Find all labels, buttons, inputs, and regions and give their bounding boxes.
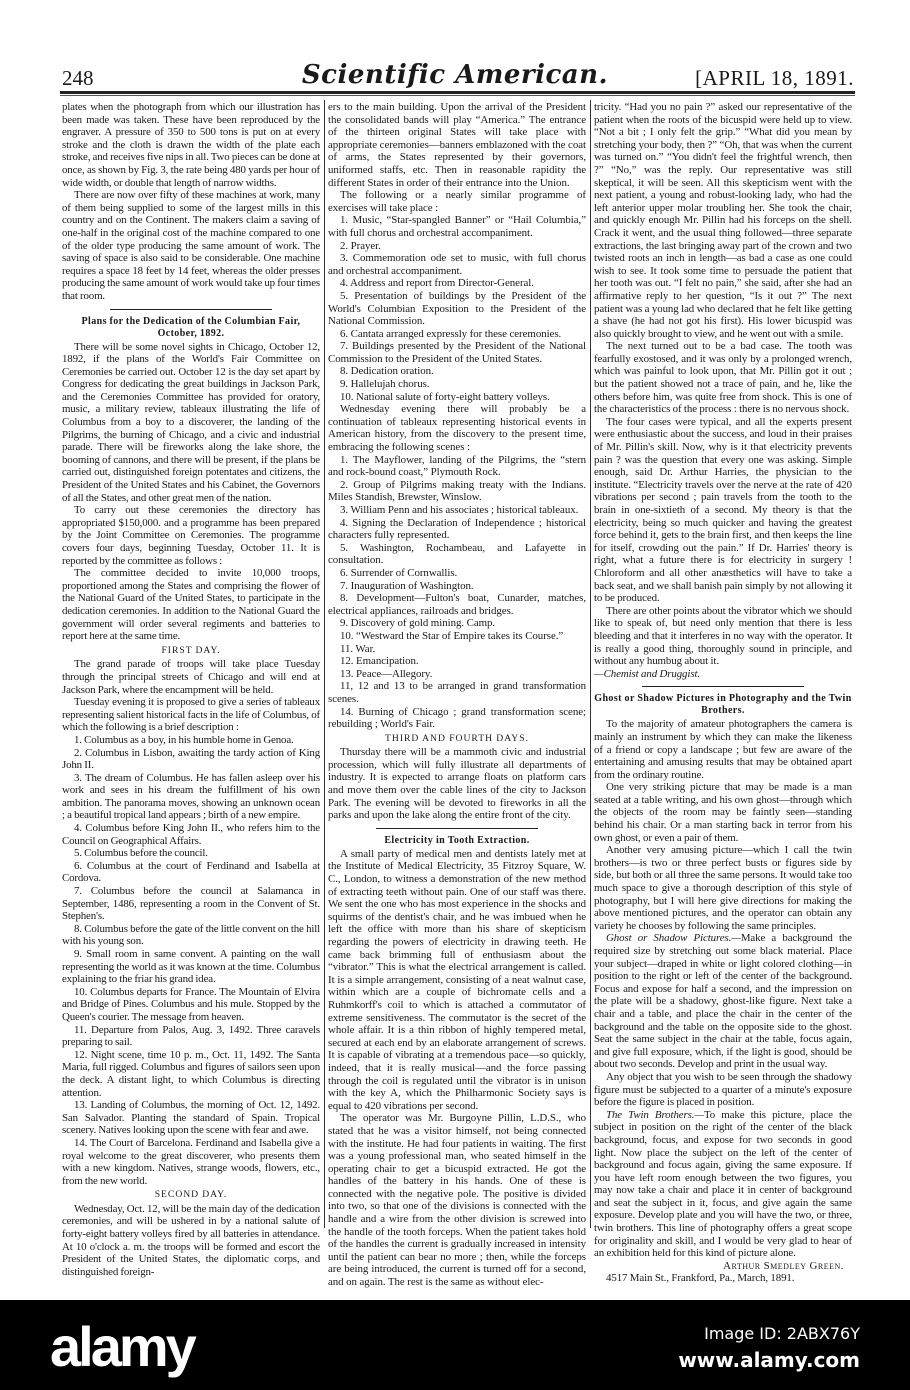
paragraph: plates when the photograph from which our illustration has been made was taken. These have been reproduced by the engraver. A pressure of 350 to 500 tons is put on at every stroke and the cloth is drawn the width of the plate each stroke, and receives five nips in all. Two pieces can be done at once, as shown by Fig. 3, the rate being 480 yards per hour of wide width, or double that length of narrow widths. [62,101,321,189]
header-rule [60,91,855,94]
list-item: 9. Small room in same convent. A painting on the wall representing the world as it was known at the time. Columbus explaining to the friar his grand idea. [62,948,320,986]
paragraph [594,932,852,1071]
column-divider [324,100,325,1228]
source-credit: —Chemist and Druggist. [594,667,701,680]
list-item: 14. The Court of Barcelona. Ferdinand and Isabella give a royal welcome to the great discoverer, who presents them with a new kingdom. Natives, strange woods, flowers, etc., from the new world. [62,1136,320,1187]
list-item: 12. Emancipation. [340,655,419,668]
author-signature: Arthur Smedley Green. [723,1259,844,1272]
list-item: 12. Night scene, time 10 p. m., Oct. 11, 1492. The Santa Maria, full rigged. Columbus and figures of sailors seen upon the deck. A distant light, to which Columbus is directing attention. [62,1048,320,1099]
list-item: 6. Surrender of Cornwallis. [340,566,458,579]
watermark-footer [0,1300,910,1390]
list-item: 4. Address and report from Director-General. [340,277,534,290]
list-item: 11. Departure from Palos, Aug. 3, 1492. Three caravels preparing to sail. [62,1023,320,1049]
paragraph: Wednesday, Oct. 12, will be the main day of the dedication ceremonies, and will be ushered in by a national salute of forty-eight battery volleys fired by all batteries in attendance. At 10 o'clock a. m. the troops will be formed and escort the President of the United States, the diplomatic corps, and distinguished foreign- [62,1202,320,1278]
column-1 [62,101,320,1278]
list-item: 2. Columbus in Lisbon, awaiting the tardy action of King John II. [62,746,320,772]
issue-date: [APRIL 18, 1891. [695,66,854,90]
section-divider [62,305,320,314]
list-item: 3. The dream of Columbus. He has fallen asleep over his work and sees in his dream the fulfillment of his own ambition. The panorama moves, showing an unknown ocean ; a beautiful tropical land appears ; birth of a new empire. [62,771,320,822]
list-item: 3. Commemoration ode set to music, with full chorus and orchestral accompaniment. [328,252,586,277]
list-item: 10. “Westward the Star of Empire takes its Course.” [340,629,564,642]
article-headline: Ghost or Shadow Pictures in Photography and the Twin Brothers. [594,693,852,717]
list-item: 1. The Mayflower, landing of the Pilgrims, the “stern and rock-bound coast,” Plymouth Rock. [328,453,586,479]
list-item: 1. Music, “Star-spangled Banner” or “Hail Columbia,” with full chorus and orchestral accompaniment. [328,214,586,239]
header-rule-thin [60,95,855,96]
paragraph: The operator was Mr. Burgoyne Pillin, L.D.S., who stated that he was a visitor himself, not being connected with the institute. He had four patients in waiting. The first was a young professional man, who seated himself in the operating chair to get a bicuspid extracted. He got the handles of the battery in his hands. One of these is connected with the negative pole. The positive is divided into two, so that one of the divisions is connected with the handle and a wire from the other division is screwed into the handle of the tooth forceps. When the patient takes hold of the handles the current is gradually increased in intensity until the patient can bear no more ; then, while the forceps are being introduced, the current is turned off for a second, and on again. The rest is the same as without elec- [328,1112,586,1289]
list-item: 8. Dedication oration. [340,365,434,378]
column-divider [590,100,591,1228]
list-item: 9. Hallelujah chorus. [340,378,430,391]
paragraph: A small party of medical men and dentists lately met at the Institute of Medical Electricity, 35 Fitzroy Square, W. C., London, to witness a demonstration of the new method of extracting teeth without pain. One of our staff was there. We sent the one who has most experience in the shocks and squirms of the dentist's chair, and he was imbued when he left the office with more than his share of skepticism regarding the powers of electricity in drawing teeth. He came back brimming full of enthusiasm about the “vibrator.” This is what the electrical arrangement is called. It is a simple arrangement, consisting of a neat walnut case, within which are a couple of bichromate cells and a Ruhmkorff's coil to which is attached a commutator of extreme sensitiveness. The commutator is the secret of the whole affair. It is a thin ribbon of highly tempered metal, secured at each end by an elaborate arrangement of screws. It is capable of vibrating at a tremendous pace—so quickly, indeed, that it is really musical—and the force passing through the coil is regulated until the vibrator is in unison with the key A, which the Philharmonic Society says is equal to 420 vibrations per second. [328,847,586,1112]
article-headline: Plans for the Dedication of the Columbian Fair, October, 1892. [81,315,301,339]
paragraph: Wednesday evening there will probably be a continuation of tableaux representing historical events in American history, from the discovery to the present time, embracing the following scenes : [328,403,586,454]
list-item: 2. Prayer. [340,239,381,252]
paragraph-text: Make a background the required size by stretching out some black material. Place your subject—draped in white or light colored clothing—in position to the right or left of the center of the background. Focus and expose for half a second, and the impression on the plate will be a shadowy, ghost-like figure. Next take a chair and a table, and place the chair in the center of the background and the table on the opposite side to the ghost. Seat the same subject in the chair at the table, focus again, and give full exposure, which, if the light is good, should be about two seconds. Develop and print in the usual way. [594,932,852,1071]
list-item: 7. Columbus before the council at Salamanca in September, 1486, representing a room in the Convent of St. Stephen's. [62,885,320,923]
paragraph [594,1109,852,1260]
paragraph: There are other points about the vibrator which we should like to speak of, but need only mention that there is less bleeding and that it interferes in no way with the operator. It is really a good thing, thoroughly sound in principle, and without any humbug about it. [594,604,852,668]
paragraph: Another very amusing picture—which I call the twin brothers—is two or three perfect busts or figures side by side, but both or all three the same persons. It would take too much space to give a thorough description of this style of photography, but I will here give directions for making the above mentioned pictures, and the operator can obtain any variety he chooses by following the same principles. [594,844,852,932]
list-item: 6. Columbus at the court of Ferdinand and Isabella at Cordova. [62,859,320,885]
paragraph: One very striking picture that may be made is a man seated at a table writing, and his own ghost—through which the objects of the room may be faintly seen—standing behind his chair. Or a man starting back in terror from his own ghost, or even a pair of them. [594,781,852,844]
paragraph-text: To make this picture, place the subject in position on the right of the center of the black background, focus, and expose for two seconds in good light. Now place the subject on the left of the center of background and focus again, giving the same exposure. If you have left room enough between the two figures, you may now take a chair and place it in center of background and seat the subject in it, focus, and give again the same exposure. Develop plate and you will have the two, or three, twin brothers. This line of photography offers a great scope for originality and skill, and I would be very glad to hear of an exhibition held for this kind of picture alone. [594,1108,852,1260]
list-item: 5. Columbus before the council. [74,847,208,860]
section-divider [594,682,852,691]
paragraph: The committee decided to invite 10,000 troops, proportioned among the States and comprising the flower of the National Guard of the United States, to participate in the dedication ceremonies. In addition to the National Guard the government will order several regiments and batteries to report here at the same time. [62,567,320,643]
alamy-logo: alamy [50,1315,194,1378]
section-divider [328,824,586,833]
list-item: 1. Columbus as a boy, in his humble home in Genoa. [74,733,294,746]
paragraph: Thursday there will be a mammoth civic and industrial procession, which will fully illustrate all departments of industry. It is expected to arrange floats on platform cars and move them over the cable lines of the city to Jackson Park. The evening will be devoted to fireworks in all the parks and upon the lake along the entire front of the city. [328,746,586,822]
paragraph: 4517 Main St., Frankford, Pa., March, 1891. [606,1272,795,1285]
section-subheading: THIRD AND FOURTH DAYS. [385,732,529,744]
section-subheading: FIRST DAY. [161,644,221,656]
site-url: www.alamy.com [678,1348,860,1372]
paragraph: ers to the main building. Upon the arrival of the President the consolidated bands will play “America.” The entrance of the thirteen original States will take place with appropriate ceremonies—banners emblazoned with the coat of arms, the States represented by their governors, uniformed staffs, etc. Then in reasonable rapidity the different States in order of their entrance into the Union. [328,101,586,189]
paragraph: Tuesday evening it is proposed to give a series of tableaux representing salient historical facts in the life of Columbus, of which the following is a brief description : [62,696,320,734]
list-item: 2. Group of Pilgrims making treaty with the Indians. Miles Standish, Brewster, Winslow. [328,478,586,504]
paragraph: To the majority of amateur photographers the camera is mainly an instrument by which they can make the likeness of a friend or copy a landscape ; but few are aware of the entertaining and amusing results that may be obtained apart from the ordinary routine. [594,718,852,781]
paragraph: To carry out these ceremonies the directory has appropriated $150,000. and a programme has been prepared by the Joint Committee on Ceremonies. The programme covers four days, beginning Tuesday, October 11. It is reported by the committee as follows : [62,504,320,567]
image-id: Image ID: 2ABX76Y [704,1324,860,1343]
list-item: 10. National salute of forty-eight battery volleys. [340,390,550,403]
list-item: 3. William Penn and his associates ; historical tableaux. [340,504,579,516]
paragraph: Any object that you wish to be seen through the shadowy figure must be subjected to a quarter of a minute's exposure before the figure is placed in position. [594,1070,852,1109]
article-headline: Electricity in Tooth Extraction. [384,834,530,846]
page-number: 248 [62,66,94,90]
list-item: 13. Landing of Columbus, the morning of Oct. 12, 1492. San Salvador. Planting the standard of Spain. Tropical scenery. Natives looking upon the scene with fear and awe. [62,1099,320,1137]
paragraph: There are now over fifty of these machines at work, many of them being supplied to some of the largest mills in this country and on the Continent. The makers claim a saving of one-half in the original cost of the machine compared to one of the older type producing the same amount of work. The saving of space is also said to be considerable. One machine requires a space 18 feet by 14 feet, whereas the older presses producing the same amount of work would take up four times that room. [62,189,320,302]
paragraph-lead: The Twin Brothers.— [606,1108,705,1121]
list-item: 8. Development—Fulton's boat, Cunarder, matches, electrical appliances, railroads and bridges. [328,592,586,617]
paragraph-lead: Ghost or Shadow Pictures.— [606,932,741,945]
list-item: 8. Columbus before the gate of the little convent on the hill with his young son. [62,922,320,948]
list-item: 13. Peace—Allegory. [340,667,433,680]
list-item: 5. Washington, Rochambeau, and Lafayette in consultation. [328,541,586,567]
column-2 [328,101,586,1289]
paragraph: The following or a nearly similar programme of exercises will take place : [328,189,586,214]
masthead-title: Scientific American. [301,60,609,90]
list-item: 10. Columbus departs for France. The Mountain of Elvira and Bridge of Pines. Columbus and his mule. Stopped by the Queen's courier. The message from heaven. [62,985,320,1023]
section-subheading: SECOND DAY. [154,1189,228,1201]
list-item: 7. Buildings presented by the President of the National Commission to the President of the United States. [328,340,586,365]
paragraph: The grand parade of troops will take place Tuesday through the principal streets of Chicago and will end at Jackson Park, where the encampment will be held. [62,658,320,696]
column-3 [594,101,852,1285]
paragraph: There will be some novel sights in Chicago, October 12, 1892, if the plans of the World's Fair Committee on Ceremonies be carried out. October 12 is the day set apart by Congress for dedicating the great buildings in Jackson Park, and the Ceremonies Committee has provided for oratory, music, a military review, tableaux illustrating the life of Columbus from a boy to a discoverer, the landing of the Pilgrims, the burning of Chicago, and a civic and industrial parade. There will be fireworks along the lake shore, the booming of cannons, and there will be present, if the plans be carried out, distinguished foreign potentates and citizens, the President of the United States and his Cabinet, the Governors of all the States, and other great men of the nation. [62,340,320,504]
list-item: 11. War. [340,642,376,655]
list-item: 11, 12 and 13 to be arranged in grand transformation scenes. [328,680,586,705]
list-item: 5. Presentation of buildings by the President of the World's Columbian Exposition to the President of the National Commission. [328,289,586,328]
list-item: 9. Discovery of gold mining. Camp. [340,617,496,630]
paragraph: The next turned out to be a bad case. The tooth was fearfully exostosed, and it was only by a prolonged wrench, which was painful to look upon, that Mr. Pillin got it out ; but the patient showed not a trace of pain, and he, like the others before him, was quite free from shock. This is one of the characteristics of the process : there is no nervous shock. [594,340,852,416]
paragraph: tricity. “Had you no pain ?” asked our representative of the patient when the roots of the bicuspid were held up to view. “Not a bit ; I only felt the grip.” “What did you mean by stretching your body, then ?” “Oh, that was when the current was turned on.” “You didn't feel the frightful wrench, then ?” “No,” was the reply. Our representative was still skeptical, it will be seen. All this skepticism went with the next patient, a young and robust-looking lady, who had the left anterior upper molar troubling her. She took the chair, and quickly enough Mr. Pillin had his forceps on the shell. Crack it went, and the usual thing followed—three separate extractions, the last bringing away part of the crown and two twisted roots an inch in length—as bad a case as one could wish to see. It took some time to persuade the patient that her tooth was out. “I felt no pain,” she said, after she had an affirmative reply to her question, “Is it out ?” The next patient was a young lad who declared that he felt like getting a shave (he had not got his first). His lower bicuspid was also quickly brought to view, and he went out with a smile. [594,101,852,340]
list-item: 4. Columbus before King John II., who refers him to the Council on Geographical Affairs. [62,822,320,847]
list-item: 7. Inauguration of Washington. [340,579,474,592]
list-item: 4. Signing the Declaration of Independence ; historical characters fully represented. [328,516,586,542]
list-item: 14. Burning of Chicago ; grand transformation scene; rebuilding ; World's Fair. [328,705,586,731]
list-item: 6. Cantata arranged expressly for these ceremonies. [340,327,562,340]
paragraph: The four cases were typical, and all the experts present were enthusiastic about the success, and loud in their praises of Mr. Pillin's skill. Now, why is it that electricity prevents pain ? was the question that every one was asking. Simple enough, said Dr. Arthur Harries, the physician to the institute. “Electricity travels over the nerve at the rate of 420 vibrations per second ; pain travels from the tooth to the brain in one-sixtieth of a second. My theory is that the electricity, being so much quicker and having the greatest force behind it, gets to the brain first, and then keeps the line for itself, crowding out the pain.” If Dr. Harries' theory is right, what a future there is for electricity in surgery ! Chloroform and all other anæsthetics will have to take a back seat, and we shall banish pain simply by not allowing it to be produced. [594,415,852,605]
